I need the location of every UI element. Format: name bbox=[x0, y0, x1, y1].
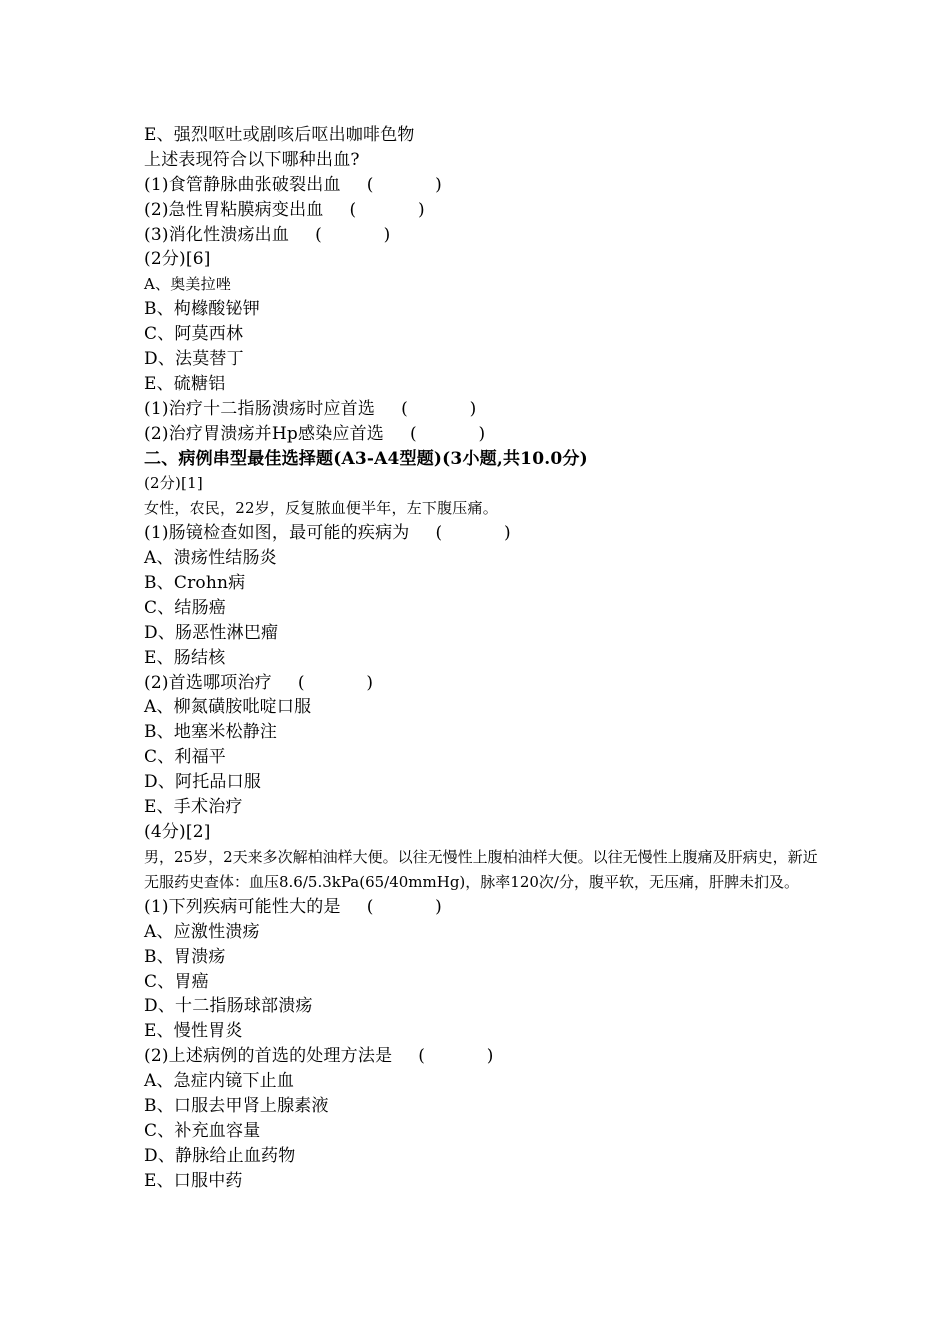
question-block-bottom bbox=[144, 895, 824, 1194]
line-text: D、阿托品口服 bbox=[144, 772, 262, 793]
line-text: E、硫糖铝 bbox=[144, 373, 226, 394]
question-line bbox=[144, 422, 824, 447]
answer-blank: ( ) bbox=[435, 523, 511, 544]
line-text: E、强烈呕吐或剧咳后呕出咖啡色物 bbox=[144, 125, 415, 145]
text-line bbox=[144, 496, 824, 521]
question-line bbox=[144, 521, 824, 546]
text-line bbox=[144, 745, 824, 770]
text-line bbox=[144, 123, 824, 148]
text-line bbox=[144, 272, 824, 297]
line-text: C、补充血容量 bbox=[144, 1120, 261, 1141]
line-text: E、手术治疗 bbox=[144, 797, 243, 818]
text-line bbox=[144, 720, 824, 745]
line-text: (3)消化性溃疡出血 bbox=[144, 224, 290, 245]
line-text: 女性，农民，22岁，反复脓血便半年，左下腹压痛。 bbox=[144, 499, 498, 518]
answer-blank: ( ) bbox=[401, 398, 477, 419]
text-line bbox=[144, 322, 824, 347]
question-line bbox=[144, 671, 824, 696]
line-text: D、静脉给止血药物 bbox=[144, 1145, 296, 1166]
line-text: (1)治疗十二指肠溃疡时应首选 bbox=[144, 398, 376, 419]
line-text: (2)急性胃粘膜病变出血 bbox=[144, 199, 324, 220]
line-text: (1)肠镜检查如图，最可能的疾病为 bbox=[144, 523, 410, 544]
text-line bbox=[144, 1144, 824, 1169]
line-text: (1)下列疾病可能性大的是 bbox=[144, 896, 341, 917]
question-block-top bbox=[144, 123, 824, 845]
text-line bbox=[144, 447, 824, 472]
line-text: E、口服中药 bbox=[144, 1170, 243, 1191]
text-line bbox=[144, 646, 824, 671]
text-line bbox=[144, 148, 824, 173]
text-line bbox=[144, 820, 824, 845]
line-text: C、结肠癌 bbox=[144, 597, 227, 618]
line-text: E、肠结核 bbox=[144, 647, 226, 668]
line-text: C、胃癌 bbox=[144, 971, 209, 992]
text-line bbox=[144, 945, 824, 970]
question-line bbox=[144, 397, 824, 422]
text-line bbox=[144, 695, 824, 720]
answer-blank: ( ) bbox=[297, 672, 374, 693]
text-line bbox=[144, 1069, 824, 1094]
line-text: (2)治疗胃溃疡并Hp感染应首选 bbox=[144, 423, 384, 444]
line-text: 二、病例串型最佳选择题(A3-A4型题)(3小题,共10.0分) bbox=[144, 448, 588, 469]
line-text: A、奥美拉唑 bbox=[144, 275, 232, 294]
text-line bbox=[144, 970, 824, 995]
question-line bbox=[144, 1044, 824, 1069]
line-text: B、地塞米松静注 bbox=[144, 722, 278, 743]
line-text: (2)上述病例的首选的处理方法是 bbox=[144, 1046, 393, 1067]
case-description: 男，25岁，2天来多次解柏油样大便。以往无慢性上腹柏油样大便。以往无慢性上腹痛及肝病史，新近无服药史查体：血压8.6/5.3kPa(65/40mmHg)，脉率120次/分，腹平软，无压痛，肝脾未扪及。 bbox=[144, 847, 818, 891]
line-text: B、枸橼酸铋钾 bbox=[144, 299, 260, 320]
text-line bbox=[144, 546, 824, 571]
text-line bbox=[144, 347, 824, 372]
text-line bbox=[144, 571, 824, 596]
text-line bbox=[144, 1119, 824, 1144]
line-text: A、溃疡性结肠炎 bbox=[144, 548, 277, 569]
question-line bbox=[144, 223, 824, 248]
text-line bbox=[144, 596, 824, 621]
question-line bbox=[144, 173, 824, 198]
line-text: E、慢性胃炎 bbox=[144, 1021, 243, 1042]
question-line bbox=[144, 198, 824, 223]
line-text: A、柳氮磺胺吡啶口服 bbox=[144, 697, 312, 718]
text-line bbox=[144, 372, 824, 397]
text-line bbox=[144, 297, 824, 322]
text-line bbox=[144, 795, 824, 820]
text-line bbox=[144, 920, 824, 945]
line-text: A、急症内镜下止血 bbox=[144, 1071, 295, 1092]
line-text: (2分)[1] bbox=[144, 474, 203, 493]
text-line bbox=[144, 770, 824, 795]
line-text: (1)食管静脉曲张破裂出血 bbox=[144, 174, 341, 195]
answer-blank: ( ) bbox=[315, 224, 391, 245]
line-text: C、利福平 bbox=[144, 747, 227, 768]
line-text: D、十二指肠球部溃疡 bbox=[144, 996, 313, 1017]
line-text: C、阿莫西林 bbox=[144, 324, 244, 345]
line-text: B、胃溃疡 bbox=[144, 946, 226, 967]
line-text: 上述表现符合以下哪种出血? bbox=[144, 149, 360, 170]
line-text: A、应激性溃疡 bbox=[144, 921, 260, 942]
text-line bbox=[144, 1094, 824, 1119]
line-text: B、口服去甲肾上腺素液 bbox=[144, 1095, 329, 1116]
line-text: D、肠恶性淋巴瘤 bbox=[144, 622, 279, 643]
answer-blank: ( ) bbox=[366, 174, 442, 195]
answer-blank: ( ) bbox=[366, 896, 442, 917]
text-line bbox=[144, 1019, 824, 1044]
answer-blank: ( ) bbox=[410, 423, 486, 444]
line-text: D、法莫替丁 bbox=[144, 349, 244, 370]
text-line bbox=[144, 471, 824, 496]
answer-blank: ( ) bbox=[349, 199, 425, 220]
line-text: (4分)[2] bbox=[144, 821, 211, 842]
line-text: B、Crohn病 bbox=[144, 573, 246, 594]
text-line bbox=[144, 1169, 824, 1194]
text-line bbox=[144, 994, 824, 1019]
document-page bbox=[144, 123, 824, 1194]
text-line bbox=[144, 247, 824, 272]
question-line bbox=[144, 895, 824, 920]
text-line bbox=[144, 621, 824, 646]
line-text: (2分)[6] bbox=[144, 249, 211, 270]
line-text: (2)首选哪项治疗 bbox=[144, 672, 272, 693]
answer-blank: ( ) bbox=[418, 1046, 494, 1067]
